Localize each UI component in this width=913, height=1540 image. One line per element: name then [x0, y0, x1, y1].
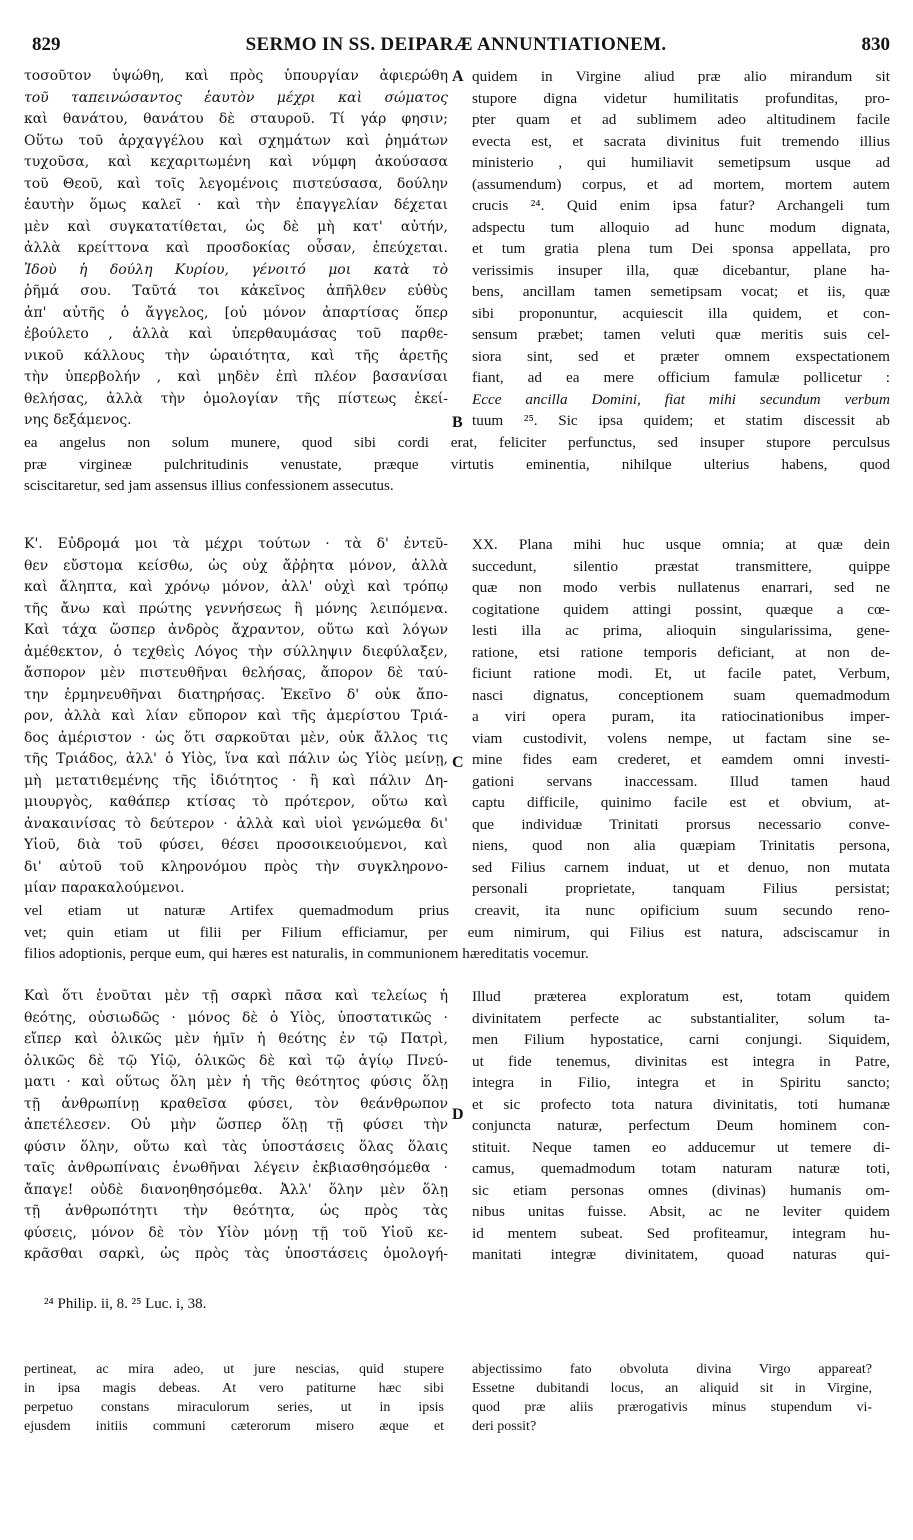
- latin-line: ut fide tenemus, divinitas est integra in Patre,: [472, 1052, 890, 1070]
- page-number-right: 830: [861, 34, 890, 55]
- latin-line: niens, quod non alia quæpiam Trinitatis persona,: [472, 837, 890, 854]
- latin-line: siora sint, sed et præter omnem exspectationem: [472, 347, 890, 365]
- greek-line: Κ'. Εὐδρομά μοι τὰ μέχρι τούτων · τὰ δ' ἐντεῦ-: [24, 536, 448, 552]
- latin-line: fiant, ad ea mere officium famulæ pollicetur :: [472, 369, 890, 386]
- latin-line: manitati integræ divinitatem, quoad naturas qui-: [472, 1246, 890, 1263]
- latin-line: lesti illa ac prima, alioquin singularissima, gene-: [472, 622, 890, 639]
- latin-line: men Filium hypostatice, carni conjungi. Siquidem,: [472, 1031, 890, 1048]
- latin-line: et tum gratia plena tum Dei sponsa appellata, pro: [472, 240, 890, 257]
- greek-column-c: [24, 986, 448, 1266]
- greek-line: ὁλικῶς δὲ τῷ Υἱῷ, ὁλικῶς δὲ καὶ τῷ ἁγίῳ Πνεύ-: [24, 1052, 448, 1069]
- greek-line: Καὶ τάχα ὥσπερ ἀνδρὸς ἄχραντον, οὕτω καὶ λόγων: [24, 622, 448, 638]
- note-line: ejusdem initiis communi cæterorum misero æque et: [24, 1419, 444, 1434]
- latin-line: ea angelus non solum munere, quod sibi cordi erat, feliciter perfunctus, sed insuper stupore perculsus: [24, 434, 890, 451]
- latin-line: viam custodivit, volens nempe, ut factam sine se-: [472, 729, 890, 747]
- greek-line: Υἱοῦ, διὰ τοῦ φύσει, θέσει προσοικειούμενοι, καὶ: [24, 837, 448, 853]
- lower-note-left: [24, 1360, 444, 1436]
- greek-line: φύσιν ὅλην, οὕτω καὶ τὰς ὑποστάσεις ὅλας ὅλαις: [24, 1138, 448, 1155]
- greek-line: φύσεις, μόνον δὲ τὸν Υἱὸν μόνῃ τῇ τοῦ Υἱοῦ κε-: [24, 1224, 448, 1241]
- latin-line: id mentem subeat. Sed profiteamur, integram hu-: [472, 1224, 890, 1242]
- greek-line: ἀνακαινίσας τὸ δεύτερον · ἀλλὰ καὶ υἱοὶ γενώμεθα δι': [24, 815, 448, 832]
- greek-line: ἄσπορον μὲν πιστευθῆναι θελήσας, ἄπορον δὲ ταύ-: [24, 665, 448, 681]
- latin-line: præ virgineæ pulchritudinis venustate, præque virtutis eminentia, nihilque ulterius habens, quod: [24, 455, 890, 473]
- greek-line: μὴ μετατιθεμένης τῆς ἰδιότητος · ἢ καὶ πάλιν Δη-: [24, 772, 448, 789]
- footnotes: ²⁴ Philip. ii, 8. ²⁵ Luc. i, 38.: [44, 1296, 207, 1312]
- latin-line: sic etiam personas omnes (divinas) humanis om-: [472, 1181, 890, 1199]
- greek-line: ἀπ' αὐτῆς ὁ ἄγγελος, [οὐ μόνον ἀπαρτίσας ὅπερ: [24, 304, 448, 321]
- greek-column-a: [24, 66, 448, 432]
- latin-line: filios adoptionis, perque eum, qui hæres est naturalis, in communionem hæreditatis vocemur.: [24, 945, 589, 962]
- latin-column-c: [472, 986, 890, 1266]
- greek-line: μιουργὸς, καθάπερ κτίσας τὸ πρότερον, οὕτω καὶ: [24, 794, 448, 810]
- note-line: in ipsa magis debeas. At vero patiturne hæc sibi: [24, 1381, 444, 1396]
- note-line: quod præ aliis prærogativis minus stupendum vi-: [472, 1400, 872, 1415]
- page-number-left: 829: [32, 34, 61, 55]
- latin-line: verissimis insuper illa, quæ dicebantur, plane ha-: [472, 261, 890, 279]
- latin-line: vet; quin etiam ut filii per Filium efficiamur, per eum nimirum, qui Filius est natura, adsciscamur in: [24, 923, 890, 941]
- margin-letter-c: C: [452, 754, 464, 771]
- latin-line: crucis ²⁴. Quid enim ipsa fatur? Archangeli tum: [472, 197, 890, 214]
- margin-letter-d: D: [452, 1106, 464, 1123]
- greek-line: τὴν ὑπερβολήν , καὶ μηδὲν ἐπὶ πλέον βασανίσαι: [24, 369, 448, 385]
- latin-line: succedunt, silentio præstat transmittere, quippe: [472, 557, 890, 575]
- latin-line: nasci dignatus, conceptionem suam quemadmodum: [472, 686, 890, 704]
- greek-line: την ἑρμηνευθῆναι διατηρήσας. Ἐκεῖνο δ' οὐκ ἄπο-: [24, 686, 448, 703]
- latin-line: cogitatione quidem attingi possint, quæque a cœ-: [472, 600, 890, 618]
- greek-line: καὶ θανάτου, θανάτου δὲ σταυροῦ. Τί γάρ φησιν;: [24, 111, 448, 127]
- greek-line: θεν εὔστομα κείσθω, ὡς οὐχ ἄῤῥητα μόνον, ἀλλὰ: [24, 557, 448, 574]
- full-width-latin-a: [24, 432, 890, 497]
- greek-line: δος ἀμέριστον · ὡς ὅτι σαρκοῦται μὲν, οὐκ ἄλλος τις: [24, 729, 448, 746]
- margin-letter-b: B: [452, 414, 463, 431]
- greek-line: τοῦ ταπεινώσαντος ἑαυτὸν μέχρι καὶ σώματος: [24, 89, 448, 106]
- latin-line: stituit. Neque tamen eo adducemur ut temere di-: [472, 1138, 890, 1156]
- greek-line: μίαν παρακαλούμενοι.: [24, 880, 185, 896]
- running-title: SERMO IN SS. DEIPARÆ ANNUNTIATIONEM.: [245, 34, 667, 55]
- greek-line: νικοῦ κάλλους τὴν ὡραιότητα, καὶ τῆς ἀρετῆς: [24, 347, 448, 364]
- latin-column-b: [472, 534, 890, 900]
- greek-line: Ἰδοὺ ἡ δούλη Κυρίου, γένοιτό μοι κατὰ τὸ: [24, 261, 448, 278]
- latin-line: que individuæ Trinitati prorsus necessario conve-: [472, 815, 890, 833]
- latin-line: sensum præbet; tamen veluti quæ meritis suis cel-: [472, 326, 890, 343]
- latin-line: sibi proponuntur, acquiescit illa quidem, et con-: [472, 304, 890, 322]
- greek-line: ρον, ἀλλὰ καὶ λίαν εὔπορον καὶ τῆς ἀμερίστου Τριά-: [24, 708, 448, 724]
- greek-line: τῇ ἀνθρωπίνῃ κραθεῖσα φύσει, τὸν θεάνθρωπον: [24, 1095, 448, 1112]
- latin-line: ratione, etsi ratione temporis deficiant, at non de-: [472, 643, 890, 661]
- latin-line: quidem in Virgine aliud præ alio mirandum sit: [472, 68, 890, 85]
- note-line: Essetne dubitandi locus, an aliquid sit in Virgine,: [472, 1381, 872, 1396]
- margin-letter-a: A: [452, 68, 464, 85]
- greek-line: κρᾶσθαι σαρκὶ, ὡς πρὸς τὰς ὑποστάσεις ὁμολογή-: [24, 1246, 448, 1262]
- lower-note-right: [472, 1360, 872, 1436]
- greek-line: τῆς Τριάδος, ἀλλ' ὁ Υἱὸς, ἵνα καὶ πάλιν ὡς Υἱὸς μείνῃ,: [24, 751, 448, 767]
- note-line: abjectissimo fato obvoluta divina Virgo appareat?: [472, 1362, 872, 1377]
- note-line: pertineat, ac mira adeo, ut jure nescias, quid stupere: [24, 1362, 444, 1377]
- latin-column-a: [472, 66, 890, 432]
- latin-line: Illud præterea exploratum est, totam quidem: [472, 988, 890, 1005]
- greek-line: ἀμέθεκτον, ὁ τεχθεὶς Λόγος τὴν σύλληψιν διεφύλαξεν,: [24, 643, 448, 660]
- page-header: [22, 34, 890, 60]
- latin-line: evecta est, et sacrata divinitus fuit tremendo illius: [472, 132, 890, 150]
- greek-line: τοῦ Θεοῦ, καὶ τοῖς λεγομένοις πιστεύσασα, δούλην: [24, 175, 448, 192]
- greek-line: καὶ ἄληπτα, καὶ χρόνῳ μόνον, ἀλλ' οὐχὶ καὶ τρόπῳ: [24, 579, 448, 595]
- note-line: perpetuo constans miraculorum series, ut in ipsis: [24, 1400, 444, 1415]
- greek-line: Καὶ ὅτι ἑνοῦται μὲν τῇ σαρκὶ πᾶσα καὶ τελείως ἡ: [24, 988, 448, 1004]
- greek-column-b: [24, 534, 448, 900]
- latin-line: pter quam et ad sublimem adeo altitudinem facile: [472, 111, 890, 128]
- greek-line: θεότης, οὐσιωδῶς · μόνος δὲ ὁ Υἱὸς, ὑποστατικῶς ·: [24, 1009, 448, 1026]
- latin-line: sciscitaretur, sed jam assensus illius confessionem assecutus.: [24, 477, 394, 494]
- latin-line: captu difficile, quinimo facile est et obvium, at-: [472, 794, 890, 811]
- greek-line: νης δεξάμενος.: [24, 412, 132, 428]
- greek-line: τῆς ἄνω καὶ πρώτης γεννήσεως ἢ μόνης λειπόμενα.: [24, 600, 448, 617]
- greek-line: τῇ ἀνθρωπότητι τὴν θεότητα, ὡς πρὸς τὰς: [24, 1203, 448, 1219]
- latin-line: sed Filius carnem induat, ut et denuo, non mutata: [472, 858, 890, 876]
- greek-line: τυχοῦσα, καὶ κεχαριτωμένη καὶ νύμφη ἀκούσασα: [24, 154, 448, 170]
- greek-line: ἀπετέλεσεν. Οὐ μὴν ὥσπερ ὅλῃ τῇ φύσει τὴν: [24, 1117, 448, 1133]
- latin-line: personali proprietate, tanquam Filius persistat;: [472, 880, 890, 897]
- latin-line: nibus unitas fuisse. Absit, ac ne leviter quidem: [472, 1203, 890, 1220]
- greek-line: ματι · καὶ οὕτως ὅλη μὲν ἡ τῆς θεότητος φύσις ὅλῃ: [24, 1074, 448, 1090]
- latin-line: gationi servans inaccessam. Illud tamen haud: [472, 772, 890, 790]
- greek-line: ἄπαγε! οὐδὲ διανοηθησόμεθα. Ἀλλ' ὅλην μὲν ὅλῃ: [24, 1181, 448, 1198]
- greek-line: Οὕτω τοῦ ἀρχαγγέλου καὶ σχημάτων καὶ ῥημάτων: [24, 132, 448, 149]
- greek-line: θελήσας, ἀλλὰ τὴν ὁμολογίαν τῆς πίστεως ἐκεί-: [24, 390, 448, 407]
- latin-line: a viri opera puram, ita ratiocinationibus imper-: [472, 708, 890, 725]
- greek-line: ἀλλὰ κρείττονα καὶ προσδοκίας οὖσαν, ἐπεύχεται.: [24, 240, 448, 256]
- latin-line: ficiunt ratione modi. Et, ut facile patet, Verbum,: [472, 665, 890, 682]
- latin-line: et sic profecto tota natura divinitatis, toti humanæ: [472, 1095, 890, 1113]
- latin-line: ministerio , qui humiliavit semetipsum usque ad: [472, 154, 890, 171]
- latin-line: mine fides eam crederet, et eamdem omni investi-: [472, 751, 890, 768]
- greek-line: μὲν καὶ συγκατατίθεται, ὡς δὲ μὴ κατ' αὐτήν,: [24, 218, 448, 235]
- latin-line: adspectu tum alloquio ad hunc modum dignata,: [472, 218, 890, 236]
- latin-line: stupore digna videtur humilitatis profunditas, pro-: [472, 89, 890, 107]
- latin-line: XX. Plana mihi huc usque omnia; at quæ dein: [472, 536, 890, 553]
- greek-line: δι' αὐτοῦ τοῦ κληρονόμου πρὸς τὴν συγκληρονο-: [24, 858, 448, 875]
- full-width-latin-b: [24, 900, 890, 965]
- greek-line: εἴπερ καὶ ὁλικῶς μὲν ἡμῖν ἡ θεότης ἐν τῷ Πατρὶ,: [24, 1031, 448, 1047]
- latin-line: tuum ²⁵. Sic ipsa quidem; et statim discessit ab: [472, 412, 890, 429]
- latin-line: camus, quemadmodum totam naturam naturæ toti,: [472, 1160, 890, 1177]
- latin-line: Ecce ancilla Domini, fiat mihi secundum verbum: [472, 390, 890, 408]
- latin-line: bens, ancillam tamen semetipsam vocat; et iis, quæ: [472, 283, 890, 300]
- latin-line: vel etiam ut naturæ Artifex quemadmodum prius creavit, ita nunc opificium suum secundo reno-: [24, 902, 890, 919]
- latin-line: conjuncta naturæ, perfectum Deum hominem con-: [472, 1117, 890, 1134]
- latin-line: integra in Filio, integra et in Spiritu sancto;: [472, 1074, 890, 1091]
- latin-line: divinitatem perfecte ac substantialiter, solum ta-: [472, 1009, 890, 1027]
- note-line: deri possit?: [472, 1419, 537, 1434]
- greek-line: ἑαυτὴν ὅμως καλεῖ · καὶ τὴν ἐπαγγελίαν δέχεται: [24, 197, 448, 213]
- greek-line: τοσοῦτον ὑψώθη, καὶ πρὸς ὑπουργίαν ἀφιερώθη: [24, 68, 448, 84]
- latin-line: (assumendum) corpus, et ad mortem, mortem autem: [472, 175, 890, 193]
- greek-line: ταῖς ἀνθρωπίναις ἑνωθῆναι λέγειν ἐκβιασθησόμεθα ·: [24, 1160, 448, 1176]
- greek-line: ῥῆμά σου. Ταῦτά τοι κἀκεῖνος ἀπῆλθεν εὐθὺς: [24, 283, 448, 299]
- greek-line: ἐβούλετο , ἀλλὰ καὶ ὑπερθαυμάσας τοῦ παρθε-: [24, 326, 448, 342]
- latin-line: quæ non modo verbis nullatenus enarrari, sed ne: [472, 579, 890, 596]
